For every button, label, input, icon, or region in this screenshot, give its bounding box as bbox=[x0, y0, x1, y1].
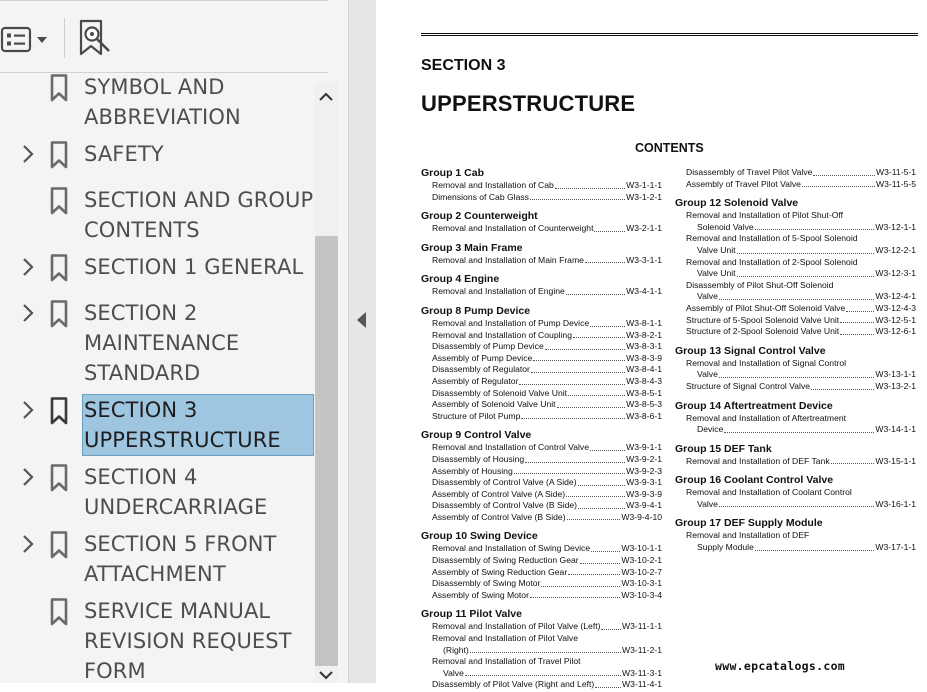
toc-page-ref: W3-9-2-3 bbox=[626, 465, 662, 476]
toc-entry-text: Assembly of Housing bbox=[432, 465, 513, 476]
toc-entry-text: Removal and Installation of Pump Device bbox=[432, 317, 590, 328]
dot-leader bbox=[719, 369, 875, 378]
toc-page-ref: W3-10-3-1 bbox=[621, 578, 662, 589]
toc-page-ref: W3-8-2-1 bbox=[626, 329, 662, 340]
toc-entry[interactable] bbox=[675, 499, 916, 511]
toc-entry[interactable] bbox=[421, 668, 662, 680]
bookmark-label: SECTION 1 GENERAL bbox=[84, 255, 304, 279]
bookmark-label: SECTION 4 UNDERCARRIAGE bbox=[84, 465, 268, 519]
toc-entry-text[interactable]: Removal and Installation of Travel Pilot bbox=[432, 656, 581, 667]
toc-entry[interactable] bbox=[421, 353, 662, 365]
toc-page-ref: W3-8-6-1 bbox=[626, 410, 662, 421]
toc-group-heading: Group 4 Engine bbox=[421, 273, 500, 286]
toc-entry-continuation: Supply Module bbox=[697, 542, 754, 553]
dot-leader bbox=[566, 286, 625, 295]
toc-entry[interactable] bbox=[421, 489, 662, 501]
section-number: SECTION 3 bbox=[421, 57, 506, 74]
toc-page-ref: W3-8-4-1 bbox=[626, 364, 662, 375]
toc-entry[interactable] bbox=[421, 645, 662, 657]
toc-entry[interactable] bbox=[421, 477, 662, 489]
toc-entry[interactable] bbox=[421, 286, 662, 298]
toc-entry[interactable] bbox=[421, 192, 662, 204]
bookmark-item[interactable] bbox=[0, 596, 316, 692]
toc-page-ref: W3-9-3-9 bbox=[626, 488, 662, 499]
bookmark-item[interactable] bbox=[0, 395, 316, 461]
list-options-icon bbox=[0, 20, 52, 58]
dot-leader bbox=[831, 456, 875, 465]
dot-leader bbox=[719, 291, 875, 300]
toc-page-ref: W3-13-2-1 bbox=[875, 380, 916, 391]
toc-page-ref: W3-12-5-1 bbox=[875, 314, 916, 325]
toc-entry-text: Removal and Installation of Pilot Valve (Left) bbox=[432, 621, 601, 632]
toc-entry-text: Disassembly of Regulator bbox=[432, 364, 530, 375]
bookmark-label: SECTION AND GROUP CONTENTS bbox=[84, 188, 314, 242]
bookmark-icon bbox=[50, 598, 68, 626]
toc-entry[interactable] bbox=[421, 255, 662, 267]
toc-entry-text: Assembly of Swing Reduction Gear bbox=[432, 566, 568, 577]
toc-page-ref: W3-9-1-1 bbox=[626, 442, 662, 453]
bookmark-item[interactable] bbox=[0, 72, 316, 138]
toc-group-heading: Group 13 Signal Control Valve bbox=[675, 344, 826, 357]
toc-group-heading: Group 3 Main Frame bbox=[421, 241, 523, 254]
toc-page-ref: W3-13-1-1 bbox=[875, 369, 916, 380]
header-rule bbox=[421, 33, 918, 36]
toc-page-ref: W3-12-1-1 bbox=[875, 221, 916, 232]
dot-leader bbox=[755, 542, 875, 551]
toc-entry[interactable] bbox=[421, 180, 662, 192]
bookmark-icon bbox=[50, 141, 68, 169]
watermark: www.epcatalogs.com bbox=[715, 659, 846, 673]
toc-page-ref: W3-3-1-1 bbox=[626, 254, 662, 265]
bookmark-search-icon bbox=[76, 18, 114, 58]
toolbar-separator bbox=[64, 18, 65, 58]
toc-entry-text: Structure of Signal Control Valve bbox=[686, 380, 811, 391]
dot-leader bbox=[530, 590, 620, 599]
toc-entry-text: Assembly of Travel Pilot Valve bbox=[686, 178, 801, 189]
bookmark-icon bbox=[50, 397, 68, 425]
bookmark-label: SAFETY bbox=[84, 142, 164, 166]
bookmark-icon bbox=[50, 300, 68, 328]
toc-page-ref: W3-8-5-3 bbox=[626, 399, 662, 410]
toc-entry-text: Assembly of Control Valve (A Side) bbox=[432, 488, 566, 499]
toc-page-ref: W3-15-1-1 bbox=[875, 455, 916, 466]
toc-entry-text: Structure of Pilot Pump bbox=[432, 410, 521, 421]
toc-entry-text[interactable]: Removal and Installation of DEF bbox=[686, 530, 810, 541]
toc-entry[interactable] bbox=[675, 222, 916, 234]
chevron-right-icon[interactable] bbox=[18, 144, 38, 164]
toc-entry-text: Structure of 2-Spool Solenoid Valve Unit bbox=[686, 326, 840, 337]
toc-page-ref: W3-11-1-1 bbox=[622, 621, 662, 632]
toc-page-ref: W3-8-5-1 bbox=[626, 387, 662, 398]
toc-page-ref: W3-2-1-1 bbox=[626, 223, 662, 234]
toc-group-heading: Group 1 Cab bbox=[421, 167, 485, 179]
toc-entry-continuation: Valve bbox=[697, 498, 718, 509]
toc-entry[interactable] bbox=[421, 399, 662, 411]
bookmark-item[interactable] bbox=[0, 298, 316, 394]
toc-page-ref: W3-16-1-1 bbox=[875, 498, 916, 509]
chevron-right-icon[interactable] bbox=[18, 257, 38, 277]
toc-entry-text: Disassembly of Control Valve (B Side) bbox=[432, 500, 578, 511]
dot-leader bbox=[566, 489, 625, 498]
toc-entry-text: Removal and Installation of Counterweight bbox=[432, 223, 594, 234]
dot-leader bbox=[737, 268, 875, 277]
toc-entry[interactable] bbox=[421, 442, 662, 454]
toc-entry[interactable] bbox=[675, 381, 916, 393]
toc-entry[interactable] bbox=[675, 326, 916, 338]
toc-page-ref: W3-8-1-1 bbox=[626, 317, 662, 328]
toc-entry[interactable] bbox=[675, 291, 916, 303]
dot-leader bbox=[568, 567, 620, 576]
contents-heading: CONTENTS bbox=[635, 141, 704, 155]
toc-entry[interactable] bbox=[421, 500, 662, 512]
toc-entry[interactable] bbox=[421, 512, 662, 524]
bookmark-item[interactable] bbox=[0, 185, 316, 251]
dot-leader bbox=[585, 255, 625, 264]
collapse-panel-button[interactable] bbox=[354, 309, 370, 331]
scrollbar-thumb[interactable] bbox=[315, 236, 338, 666]
dot-leader bbox=[568, 388, 625, 397]
chevron-up-icon bbox=[316, 86, 336, 106]
toc-entry-text: Assembly of Regulator bbox=[432, 375, 519, 386]
toc-page-ref: W3-12-3-1 bbox=[875, 268, 916, 279]
bookmark-label: SYMBOL AND ABBREVIATION bbox=[84, 75, 241, 129]
toc-entry[interactable] bbox=[675, 542, 916, 554]
toc-group-heading: Group 10 Swing Device bbox=[421, 530, 538, 543]
toc-page-ref: W3-1-2-1 bbox=[626, 191, 662, 202]
triangle-left-icon bbox=[354, 309, 370, 331]
toc-entry-text: Removal and Installation of Control Valve bbox=[432, 442, 589, 453]
toc-entry[interactable] bbox=[421, 466, 662, 478]
bookmark-icon bbox=[50, 464, 68, 492]
toc-entry[interactable] bbox=[675, 369, 916, 381]
toc-entry-text: Structure of 5-Spool Solenoid Valve Unit bbox=[686, 314, 840, 325]
document-page bbox=[376, 0, 927, 690]
dot-leader bbox=[813, 167, 875, 176]
bookmark-list bbox=[0, 0, 316, 683]
dot-leader bbox=[519, 376, 625, 385]
dot-leader bbox=[580, 555, 621, 564]
bookmarks-panel bbox=[0, 0, 348, 683]
toc-entry[interactable] bbox=[421, 330, 662, 342]
bookmark-label: SECTION 3 UPPERSTRUCTURE bbox=[83, 395, 313, 455]
dot-leader bbox=[737, 245, 875, 254]
toc-entry[interactable] bbox=[421, 679, 662, 691]
toc-entry[interactable] bbox=[675, 303, 916, 315]
toc-page-ref: W3-9-4-10 bbox=[621, 511, 662, 522]
toc-right-column bbox=[675, 167, 916, 554]
toc-entry[interactable] bbox=[421, 223, 662, 235]
toc-entry-text: Disassembly of Swing Reduction Gear bbox=[432, 555, 579, 566]
toc-page-ref: W3-11-4-1 bbox=[622, 679, 662, 690]
dot-leader bbox=[840, 326, 874, 335]
toc-entry-text[interactable]: Removal and Installation of Aftertreatment bbox=[686, 412, 847, 423]
toc-page-ref: W3-10-1-1 bbox=[621, 543, 662, 554]
dot-leader bbox=[811, 381, 874, 390]
dot-leader bbox=[590, 442, 625, 451]
toc-entry-text: Assembly of Control Valve (B Side) bbox=[432, 511, 566, 522]
toc-entry-text[interactable]: Removal and Installation of Coolant Control bbox=[686, 487, 852, 498]
toc-page-ref: W3-9-3-1 bbox=[626, 477, 662, 488]
dot-leader bbox=[755, 222, 875, 231]
bookmark-icon bbox=[50, 74, 68, 102]
toc-group-heading: Group 16 Coolant Control Valve bbox=[675, 474, 834, 487]
toc-entry-text: Removal and Installation of Cab bbox=[432, 180, 554, 190]
toc-page-ref: W3-8-3-9 bbox=[626, 352, 662, 363]
find-bookmark-button[interactable] bbox=[76, 18, 114, 58]
dot-leader bbox=[521, 411, 625, 420]
toc-entry-text: Disassembly of Housing bbox=[432, 453, 525, 464]
toc-entry[interactable] bbox=[421, 411, 662, 423]
dot-leader bbox=[541, 578, 620, 587]
toc-group-heading: Group 12 Solenoid Valve bbox=[675, 197, 799, 210]
toc-entry-continuation: Valve Unit bbox=[697, 268, 736, 279]
toc-entry-text: Disassembly of Pump Device bbox=[432, 341, 544, 352]
toc-group-heading: Group 15 DEF Tank bbox=[675, 442, 772, 455]
dot-leader bbox=[590, 318, 625, 327]
toc-entry[interactable] bbox=[421, 376, 662, 388]
toc-entry-text[interactable]: Removal and Installation of Pilot Valve bbox=[432, 633, 579, 644]
toc-entry[interactable] bbox=[421, 454, 662, 466]
dot-leader bbox=[525, 454, 625, 463]
dot-leader bbox=[573, 330, 625, 339]
toc-entry-continuation: Valve bbox=[443, 667, 464, 678]
chevron-down-icon bbox=[316, 666, 336, 683]
toc-entry-text: Removal and Installation of Main Frame bbox=[432, 254, 584, 265]
toc-page-ref: W3-10-2-1 bbox=[621, 555, 662, 566]
toc-entry[interactable] bbox=[421, 555, 662, 567]
toc-entry[interactable] bbox=[421, 364, 662, 376]
toc-page-ref: W3-12-4-3 bbox=[875, 302, 916, 313]
toc-entry-text[interactable]: Removal and Installation of Pilot Shut-Off bbox=[686, 210, 843, 221]
toc-entry[interactable] bbox=[421, 318, 662, 330]
toc-entry-text[interactable]: Removal and Installation of 2-Spool Solenoid bbox=[686, 256, 858, 267]
toc-entry[interactable] bbox=[675, 424, 916, 436]
toc-entry-text: Assembly of Solenoid Valve Unit bbox=[432, 399, 556, 410]
toc-entry[interactable] bbox=[421, 543, 662, 555]
dot-leader bbox=[840, 315, 874, 324]
toc-group-heading: Group 17 DEF Supply Module bbox=[675, 517, 823, 530]
scroll-up-button[interactable] bbox=[316, 86, 336, 106]
bookmark-icon bbox=[50, 187, 68, 215]
toc-entry-text: Removal and Installation of Coupling bbox=[432, 329, 572, 340]
chevron-right-icon[interactable] bbox=[18, 400, 38, 420]
options-menu-button[interactable] bbox=[0, 20, 52, 58]
toc-page-ref: W3-9-2-1 bbox=[626, 453, 662, 464]
toc-page-ref: W3-11-5-1 bbox=[876, 167, 916, 177]
toc-page-ref: W3-11-2-1 bbox=[622, 644, 662, 655]
dot-leader bbox=[514, 466, 625, 475]
bookmark-item[interactable] bbox=[0, 252, 316, 288]
toc-entry[interactable] bbox=[421, 578, 662, 590]
toc-page-ref: W3-10-3-4 bbox=[621, 589, 662, 600]
dot-leader bbox=[555, 180, 625, 189]
dot-leader bbox=[802, 179, 875, 188]
toc-page-ref: W3-11-3-1 bbox=[622, 667, 662, 678]
toc-entry-text[interactable]: Disassembly of Pilot Shut-Off Solenoid bbox=[686, 279, 834, 290]
toc-entry-text: Disassembly of Control Valve (A Side) bbox=[432, 477, 577, 488]
toc-entry[interactable] bbox=[675, 179, 916, 191]
bookmark-label: SECTION 5 FRONT ATTACHMENT bbox=[84, 532, 277, 586]
dot-leader bbox=[465, 668, 621, 677]
dot-leader bbox=[567, 512, 621, 521]
toc-page-ref: W3-8-3-1 bbox=[626, 341, 662, 352]
toolbar-bottom-divider bbox=[0, 72, 328, 73]
dot-leader bbox=[591, 543, 620, 552]
bookmark-item[interactable] bbox=[0, 462, 316, 528]
bookmark-label: SECTION 2 MAINTENANCE STANDARD bbox=[84, 301, 240, 385]
bookmark-icon bbox=[50, 531, 68, 559]
toc-entry[interactable] bbox=[675, 268, 916, 280]
toc-page-ref: W3-11-5-5 bbox=[876, 178, 916, 189]
dot-leader bbox=[470, 645, 621, 654]
toc-entry-text: Disassembly of Solenoid Valve Unit bbox=[432, 387, 568, 398]
toc-entry-continuation: Valve bbox=[697, 369, 718, 380]
toc-page-ref: W3-10-2-7 bbox=[621, 566, 662, 577]
toc-entry-text: Assembly of Pilot Shut-Off Solenoid Valve bbox=[686, 302, 846, 313]
chevron-right-icon[interactable] bbox=[18, 303, 38, 323]
toc-page-ref: W3-4-1-1 bbox=[626, 286, 662, 297]
dot-leader bbox=[557, 399, 626, 408]
toc-group-heading: Group 11 Pilot Valve bbox=[421, 608, 522, 621]
toc-entry[interactable] bbox=[675, 167, 916, 179]
dot-leader bbox=[594, 223, 625, 232]
toc-page-ref: W3-9-4-1 bbox=[626, 500, 662, 511]
toc-entry-text: Dimensions of Cab Glass bbox=[432, 191, 529, 202]
dot-leader bbox=[545, 341, 625, 350]
toc-entry[interactable] bbox=[421, 388, 662, 400]
toc-entry[interactable] bbox=[421, 341, 662, 353]
toc-page-ref: W3-12-6-1 bbox=[875, 326, 916, 337]
toc-entry-text[interactable]: Removal and Installation of 5-Spool Solenoid bbox=[686, 233, 858, 244]
toc-entry-text[interactable]: Removal and Installation of Signal Control bbox=[686, 357, 847, 368]
toc-entry-continuation: (Right) bbox=[443, 644, 469, 655]
chevron-right-icon[interactable] bbox=[18, 467, 38, 487]
toc-entry-text: Removal and Installation of Swing Device bbox=[432, 543, 591, 554]
bookmark-item[interactable] bbox=[0, 139, 316, 175]
toc-page-ref: W3-14-1-1 bbox=[875, 424, 916, 435]
toc-page-ref: W3-1-1-1 bbox=[626, 180, 662, 190]
toc-entry-text: Assembly of Swing Motor bbox=[432, 589, 529, 600]
dot-leader bbox=[531, 364, 625, 373]
toc-page-ref: W3-17-1-1 bbox=[875, 542, 916, 553]
bookmark-icon bbox=[50, 254, 68, 282]
toc-entry[interactable] bbox=[675, 245, 916, 257]
dot-leader bbox=[578, 500, 625, 509]
toc-group-heading: Group 2 Counterweight bbox=[421, 210, 538, 223]
section-title: UPPERSTRUCTURE bbox=[421, 91, 636, 116]
toc-entry-text: Disassembly of Pilot Valve (Right and Left) bbox=[432, 679, 595, 690]
toc-entry[interactable] bbox=[421, 621, 662, 633]
dot-leader bbox=[724, 424, 874, 433]
toc-left-column bbox=[421, 167, 662, 691]
bookmark-label: SERVICE MANUAL REVISION REQUEST FORM bbox=[84, 599, 292, 683]
toc-entry[interactable] bbox=[421, 590, 662, 602]
toc-entry[interactable] bbox=[675, 315, 916, 327]
toc-entry-continuation: Valve Unit bbox=[697, 244, 736, 255]
chevron-right-icon[interactable] bbox=[18, 534, 38, 554]
scroll-down-button[interactable] bbox=[316, 666, 336, 683]
toc-entry-text: Removal and Installation of Engine bbox=[432, 286, 565, 297]
dot-leader bbox=[578, 477, 626, 486]
panel-splitter[interactable] bbox=[348, 0, 376, 683]
toc-entry-continuation: Device bbox=[697, 424, 724, 435]
toc-entry-continuation: Valve bbox=[697, 291, 718, 302]
toc-page-ref: W3-12-2-1 bbox=[875, 244, 916, 255]
dot-leader bbox=[601, 621, 621, 630]
toc-group-heading: Group 9 Control Valve bbox=[421, 429, 532, 442]
dot-leader bbox=[719, 499, 875, 508]
dot-leader bbox=[530, 192, 625, 201]
bookmark-item[interactable] bbox=[0, 529, 316, 595]
toc-group-heading: Group 8 Pump Device bbox=[421, 304, 531, 317]
toc-entry[interactable] bbox=[675, 456, 916, 468]
dot-leader bbox=[533, 353, 625, 362]
toc-group-heading: Group 14 Aftertreatment Device bbox=[675, 399, 833, 412]
toc-entry-text: Assembly of Pump Device bbox=[432, 352, 533, 363]
toc-page-ref: W3-12-4-1 bbox=[875, 291, 916, 302]
toc-page-ref: W3-8-4-3 bbox=[626, 375, 662, 386]
toc-entry-text: Removal and Installation of DEF Tank bbox=[686, 455, 830, 466]
dot-leader bbox=[846, 303, 874, 312]
toc-entry-continuation: Solenoid Valve bbox=[697, 221, 754, 232]
toc-entry-text: Disassembly of Swing Motor bbox=[432, 578, 541, 589]
toc-entry[interactable] bbox=[421, 567, 662, 579]
toc-entry-text: Disassembly of Travel Pilot Valve bbox=[686, 167, 813, 177]
dot-leader bbox=[595, 679, 621, 688]
